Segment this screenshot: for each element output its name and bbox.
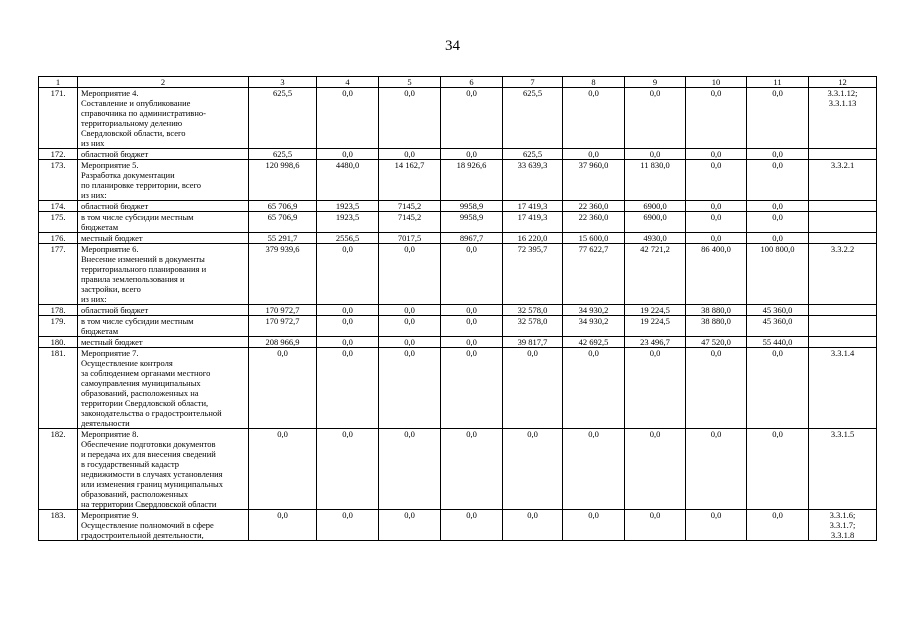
value-cell: 0,0 xyxy=(747,201,809,212)
column-header: 2 xyxy=(78,77,249,88)
table-row xyxy=(39,160,877,201)
value-cell: 55 440,0 xyxy=(747,337,809,348)
value-cell: 0,0 xyxy=(625,429,686,510)
row-number: 177. xyxy=(39,244,78,305)
value-cell: 625,5 xyxy=(249,88,317,149)
value-cell: 0,0 xyxy=(625,149,686,160)
value-cell: 0,0 xyxy=(379,244,441,305)
row-number: 183. xyxy=(39,510,78,541)
value-cell: 17 419,3 xyxy=(503,212,563,233)
value-cell: 0,0 xyxy=(441,316,503,337)
row-name: Мероприятие 7. Осуществление контроля за соблюдением органами местного самоуправления муниципальных образований, расположенных на территории Свердловской области, законодательства о градостроительной деятельности xyxy=(78,348,249,429)
value-cell: 47 520,0 xyxy=(686,337,747,348)
value-cell: 0,0 xyxy=(563,429,625,510)
value-cell: 65 706,9 xyxy=(249,212,317,233)
table-row xyxy=(39,316,877,337)
value-cell: 34 930,2 xyxy=(563,316,625,337)
table-row xyxy=(39,348,877,429)
value-cell: 0,0 xyxy=(379,429,441,510)
row-name: областной бюджет xyxy=(78,149,249,160)
value-cell: 0,0 xyxy=(686,88,747,149)
value-cell: 0,0 xyxy=(747,429,809,510)
value-cell: 45 360,0 xyxy=(747,305,809,316)
value-cell: 65 706,9 xyxy=(249,201,317,212)
value-cell: 0,0 xyxy=(441,348,503,429)
value-cell: 39 817,7 xyxy=(503,337,563,348)
value-cell: 0,0 xyxy=(686,233,747,244)
value-cell: 0,0 xyxy=(686,212,747,233)
value-cell: 38 880,0 xyxy=(686,316,747,337)
value-cell: 0,0 xyxy=(747,149,809,160)
row-name: Мероприятие 4. Составление и опубликование справочника по административно- территориальному делению Свердловской области, всего из них xyxy=(78,88,249,149)
value-cell: 19 224,5 xyxy=(625,305,686,316)
row-name: областной бюджет xyxy=(78,305,249,316)
row-number: 181. xyxy=(39,348,78,429)
value-cell: 0,0 xyxy=(686,201,747,212)
row-name: Мероприятие 9. Осуществление полномочий в сфере градостроительной деятельности, xyxy=(78,510,249,541)
value-cell: 0,0 xyxy=(379,316,441,337)
value-cell: 0,0 xyxy=(563,88,625,149)
value-cell: 0,0 xyxy=(747,212,809,233)
value-cell: 2556,5 xyxy=(317,233,379,244)
target-code: 3.3.1.4 xyxy=(809,348,877,429)
table-row xyxy=(39,244,877,305)
table-row xyxy=(39,201,877,212)
value-cell: 0,0 xyxy=(747,348,809,429)
column-header: 7 xyxy=(503,77,563,88)
value-cell: 0,0 xyxy=(379,510,441,541)
column-header: 11 xyxy=(747,77,809,88)
value-cell: 0,0 xyxy=(563,510,625,541)
table-body xyxy=(39,88,877,541)
value-cell: 9958,9 xyxy=(441,212,503,233)
target-code: 3.3.1.6; 3.3.1.7; 3.3.1.8 xyxy=(809,510,877,541)
row-name: местный бюджет xyxy=(78,337,249,348)
page-number: 34 xyxy=(445,38,460,54)
column-header: 6 xyxy=(441,77,503,88)
value-cell: 4480,0 xyxy=(317,160,379,201)
value-cell: 0,0 xyxy=(747,233,809,244)
target-code: 3.3.1.5 xyxy=(809,429,877,510)
value-cell: 77 622,7 xyxy=(563,244,625,305)
target-code xyxy=(809,212,877,233)
value-cell: 18 926,6 xyxy=(441,160,503,201)
column-header: 1 xyxy=(39,77,78,88)
value-cell: 0,0 xyxy=(686,429,747,510)
value-cell: 1923,5 xyxy=(317,212,379,233)
value-cell: 100 800,0 xyxy=(747,244,809,305)
value-cell: 7017,5 xyxy=(379,233,441,244)
target-code: 3.3.1.12; 3.3.1.13 xyxy=(809,88,877,149)
row-number: 180. xyxy=(39,337,78,348)
value-cell: 38 880,0 xyxy=(686,305,747,316)
target-code: 3.3.2.2 xyxy=(809,244,877,305)
header-row xyxy=(39,77,877,88)
row-number: 175. xyxy=(39,212,78,233)
value-cell: 0,0 xyxy=(563,149,625,160)
value-cell: 42 692,5 xyxy=(563,337,625,348)
value-cell: 0,0 xyxy=(441,337,503,348)
value-cell: 0,0 xyxy=(503,429,563,510)
value-cell: 0,0 xyxy=(249,510,317,541)
column-header: 8 xyxy=(563,77,625,88)
target-code xyxy=(809,149,877,160)
target-code: 3.3.2.1 xyxy=(809,160,877,201)
value-cell: 0,0 xyxy=(625,88,686,149)
value-cell: 0,0 xyxy=(317,348,379,429)
row-number: 179. xyxy=(39,316,78,337)
value-cell: 0,0 xyxy=(441,305,503,316)
target-code xyxy=(809,305,877,316)
value-cell: 0,0 xyxy=(563,348,625,429)
value-cell: 0,0 xyxy=(317,244,379,305)
value-cell: 9958,9 xyxy=(441,201,503,212)
value-cell: 17 419,3 xyxy=(503,201,563,212)
value-cell: 4930,0 xyxy=(625,233,686,244)
value-cell: 0,0 xyxy=(317,305,379,316)
value-cell: 625,5 xyxy=(503,88,563,149)
value-cell: 208 966,9 xyxy=(249,337,317,348)
value-cell: 379 939,6 xyxy=(249,244,317,305)
row-number: 176. xyxy=(39,233,78,244)
row-number: 178. xyxy=(39,305,78,316)
value-cell: 0,0 xyxy=(441,149,503,160)
value-cell: 0,0 xyxy=(686,160,747,201)
table-row xyxy=(39,429,877,510)
value-cell: 42 721,2 xyxy=(625,244,686,305)
row-name: местный бюджет xyxy=(78,233,249,244)
value-cell: 0,0 xyxy=(317,149,379,160)
table-row xyxy=(39,233,877,244)
value-cell: 55 291,7 xyxy=(249,233,317,244)
column-header: 5 xyxy=(379,77,441,88)
program-table xyxy=(38,76,877,541)
value-cell: 0,0 xyxy=(503,510,563,541)
target-code xyxy=(809,316,877,337)
value-cell: 0,0 xyxy=(317,337,379,348)
column-header: 9 xyxy=(625,77,686,88)
value-cell: 45 360,0 xyxy=(747,316,809,337)
row-number: 172. xyxy=(39,149,78,160)
value-cell: 0,0 xyxy=(441,88,503,149)
value-cell: 625,5 xyxy=(503,149,563,160)
value-cell: 16 220,0 xyxy=(503,233,563,244)
value-cell: 0,0 xyxy=(441,510,503,541)
value-cell: 11 830,0 xyxy=(625,160,686,201)
value-cell: 0,0 xyxy=(317,316,379,337)
value-cell: 6900,0 xyxy=(625,212,686,233)
row-name: Мероприятие 6. Внесение изменений в документы территориального планирования и правила землепользования и застройки, всего из них: xyxy=(78,244,249,305)
value-cell: 37 960,0 xyxy=(563,160,625,201)
row-number: 173. xyxy=(39,160,78,201)
value-cell: 0,0 xyxy=(379,88,441,149)
column-header: 4 xyxy=(317,77,379,88)
target-code xyxy=(809,233,877,244)
row-number: 182. xyxy=(39,429,78,510)
value-cell: 625,5 xyxy=(249,149,317,160)
value-cell: 0,0 xyxy=(249,348,317,429)
column-header: 12 xyxy=(809,77,877,88)
value-cell: 0,0 xyxy=(625,510,686,541)
value-cell: 0,0 xyxy=(686,510,747,541)
value-cell: 0,0 xyxy=(379,149,441,160)
value-cell: 72 395,7 xyxy=(503,244,563,305)
value-cell: 0,0 xyxy=(686,149,747,160)
value-cell: 0,0 xyxy=(503,348,563,429)
value-cell: 7145,2 xyxy=(379,201,441,212)
value-cell: 1923,5 xyxy=(317,201,379,212)
target-code xyxy=(809,201,877,212)
value-cell: 6900,0 xyxy=(625,201,686,212)
value-cell: 0,0 xyxy=(625,348,686,429)
value-cell: 0,0 xyxy=(317,88,379,149)
row-number: 174. xyxy=(39,201,78,212)
value-cell: 15 600,0 xyxy=(563,233,625,244)
value-cell: 32 578,0 xyxy=(503,305,563,316)
row-name: Мероприятие 5. Разработка документации по планировке территории, всего из них: xyxy=(78,160,249,201)
table-row xyxy=(39,149,877,160)
value-cell: 33 639,3 xyxy=(503,160,563,201)
column-header: 10 xyxy=(686,77,747,88)
row-name: в том числе субсидии местным бюджетам xyxy=(78,212,249,233)
value-cell: 0,0 xyxy=(317,429,379,510)
value-cell: 14 162,7 xyxy=(379,160,441,201)
value-cell: 0,0 xyxy=(747,88,809,149)
value-cell: 0,0 xyxy=(379,337,441,348)
value-cell: 0,0 xyxy=(441,429,503,510)
value-cell: 0,0 xyxy=(249,429,317,510)
value-cell: 0,0 xyxy=(317,510,379,541)
value-cell: 23 496,7 xyxy=(625,337,686,348)
value-cell: 170 972,7 xyxy=(249,305,317,316)
target-code xyxy=(809,337,877,348)
table-row xyxy=(39,337,877,348)
value-cell: 7145,2 xyxy=(379,212,441,233)
value-cell: 120 998,6 xyxy=(249,160,317,201)
value-cell: 0,0 xyxy=(686,348,747,429)
value-cell: 170 972,7 xyxy=(249,316,317,337)
value-cell: 22 360,0 xyxy=(563,201,625,212)
value-cell: 32 578,0 xyxy=(503,316,563,337)
table-row xyxy=(39,510,877,541)
table-row xyxy=(39,305,877,316)
table-row xyxy=(39,212,877,233)
value-cell: 8967,7 xyxy=(441,233,503,244)
row-name: областной бюджет xyxy=(78,201,249,212)
column-header: 3 xyxy=(249,77,317,88)
value-cell: 86 400,0 xyxy=(686,244,747,305)
row-number: 171. xyxy=(39,88,78,149)
row-name: в том числе субсидии местным бюджетам xyxy=(78,316,249,337)
value-cell: 34 930,2 xyxy=(563,305,625,316)
value-cell: 0,0 xyxy=(379,348,441,429)
table-row xyxy=(39,88,877,149)
value-cell: 22 360,0 xyxy=(563,212,625,233)
value-cell: 0,0 xyxy=(747,510,809,541)
row-name: Мероприятие 8. Обеспечение подготовки документов и передача их для внесения сведений в государственный кадастр недвижимости в случаях установления или изменения границ муниципальных образований, расположенных на территории Свердловской области xyxy=(78,429,249,510)
value-cell: 0,0 xyxy=(379,305,441,316)
value-cell: 0,0 xyxy=(747,160,809,201)
value-cell: 19 224,5 xyxy=(625,316,686,337)
value-cell: 0,0 xyxy=(441,244,503,305)
